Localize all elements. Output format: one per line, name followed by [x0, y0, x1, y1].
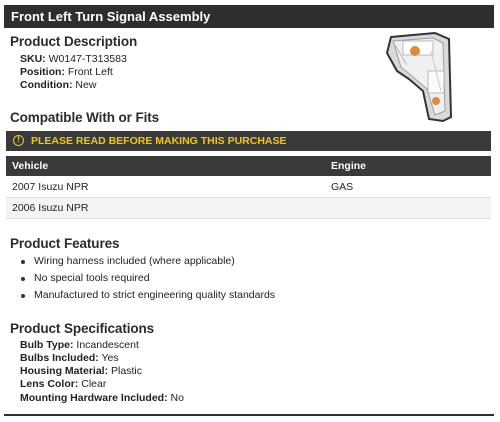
compatibility-table: [6, 156, 491, 176]
spec-value: Clear: [81, 378, 107, 390]
sku-value: W0147-T313583: [48, 53, 127, 65]
position-label: Position:: [20, 66, 65, 78]
product-features-heading: Product Features: [10, 236, 120, 251]
exclamation-circle-icon: !: [13, 135, 24, 146]
spec-value: Yes: [101, 352, 119, 364]
engine-cell: GAS: [331, 181, 354, 193]
product-specifications-heading: Product Specifications: [10, 321, 155, 336]
list-item: Manufactured to strict engineering quality standards: [18, 289, 275, 306]
spec-row: [20, 365, 142, 377]
table-row: [6, 198, 491, 219]
spec-label: Housing Material:: [20, 365, 109, 377]
vehicle-cell: 2006 Isuzu NPR: [12, 202, 89, 214]
sku-row: [20, 53, 127, 65]
warning-text: PLEASE READ BEFORE MAKING THIS PURCHASE: [31, 135, 287, 147]
spec-label: Mounting Hardware Included:: [20, 392, 168, 404]
condition-row: [20, 79, 96, 91]
spec-label: Bulb Type:: [20, 339, 74, 351]
spec-label: Bulbs Included:: [20, 352, 99, 364]
column-header-engine: Engine: [331, 160, 367, 172]
spec-label: Lens Color:: [20, 378, 79, 390]
compatible-heading: Compatible With or Fits: [10, 110, 160, 125]
vehicle-cell: 2007 Isuzu NPR: [12, 181, 89, 193]
position-row: [20, 66, 113, 78]
list-item: Wiring harness included (where applicable): [18, 255, 275, 272]
spec-value: Plastic: [111, 365, 142, 377]
position-value: Front Left: [67, 66, 113, 78]
bottom-divider: [4, 414, 494, 416]
page-title: Front Left Turn Signal Assembly: [4, 5, 494, 28]
sku-label: SKU:: [20, 53, 46, 65]
features-list: [18, 255, 275, 306]
spec-row: [20, 392, 184, 404]
column-header-vehicle: Vehicle: [12, 160, 49, 172]
spec-row: [20, 339, 139, 351]
product-description-heading: Product Description: [10, 34, 138, 49]
table-row: [6, 177, 491, 198]
condition-value: New: [75, 79, 97, 91]
spec-row: [20, 378, 106, 390]
list-item: No special tools required: [18, 272, 275, 289]
spec-value: No: [170, 392, 184, 404]
spec-value: Incandescent: [76, 339, 139, 351]
spec-row: [20, 352, 119, 364]
purchase-warning-banner: [6, 131, 491, 151]
product-image: [383, 31, 453, 123]
condition-label: Condition:: [20, 79, 73, 91]
table-header: [6, 156, 491, 176]
